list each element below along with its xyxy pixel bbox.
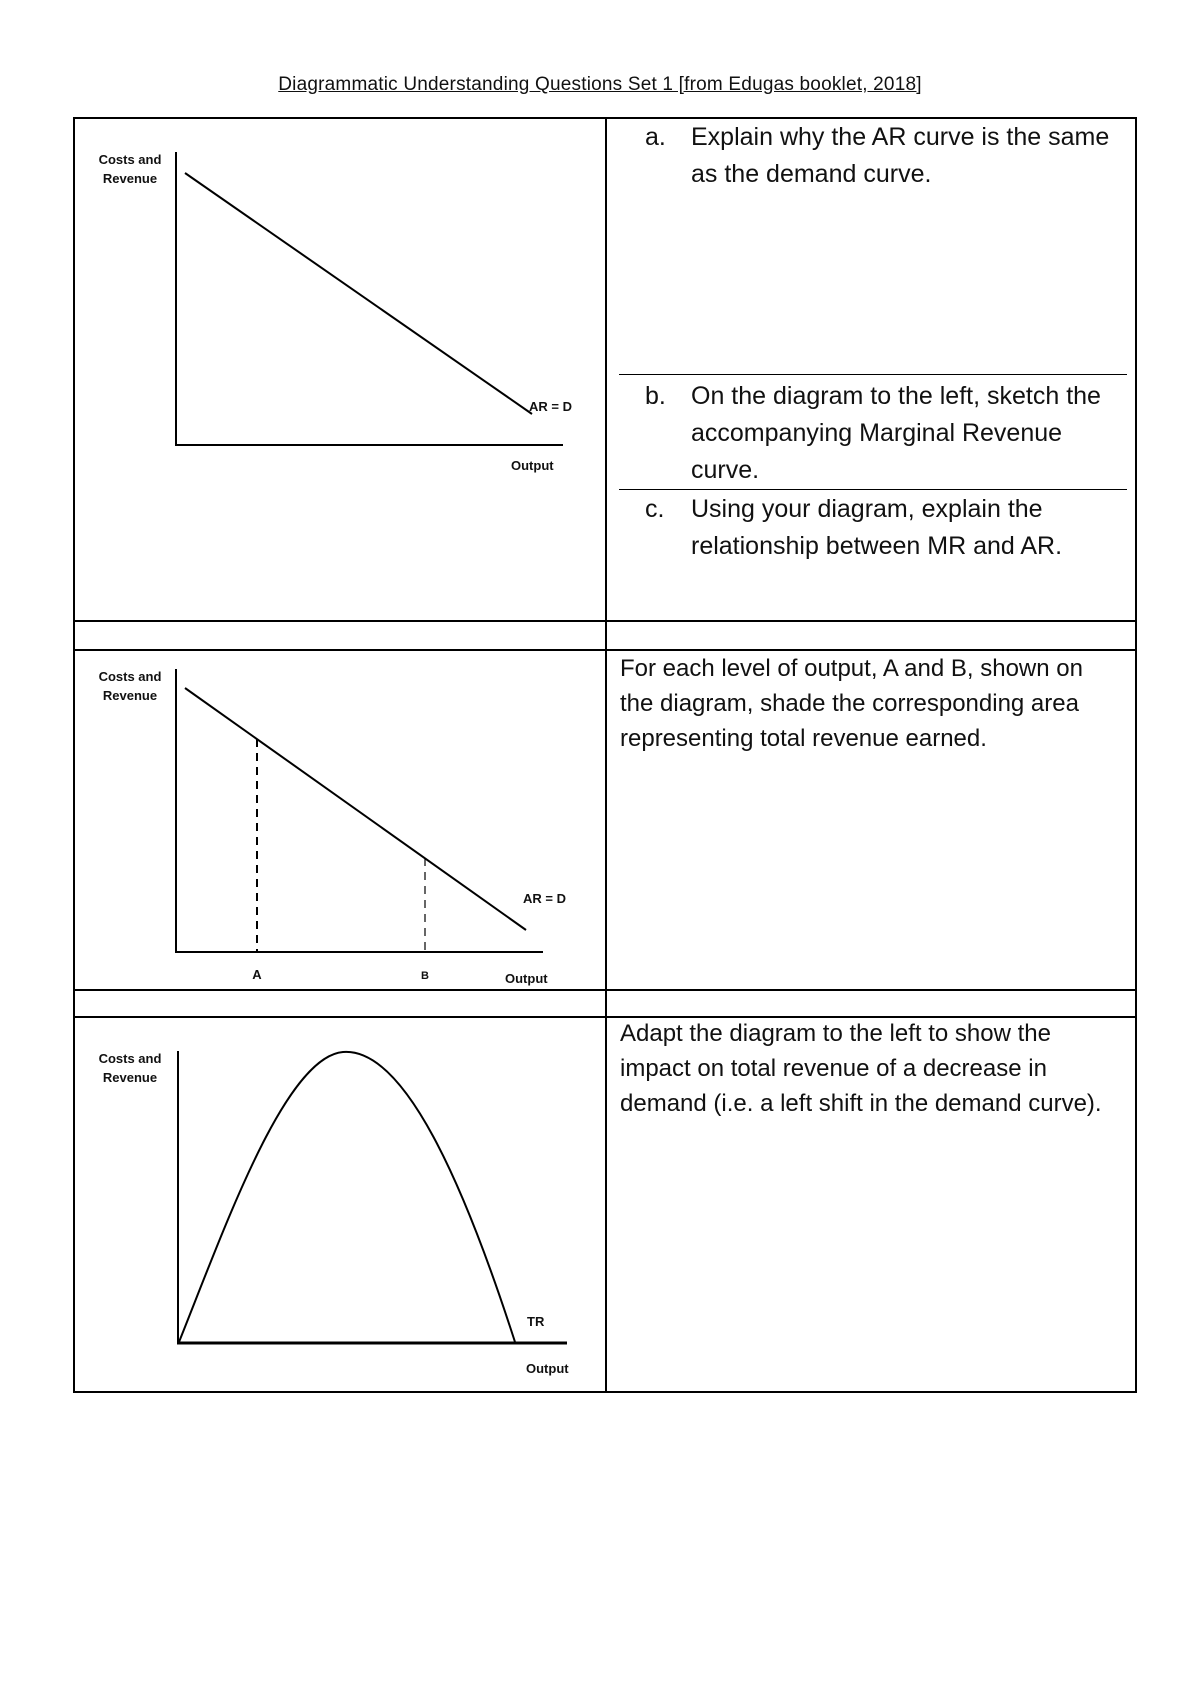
point-b-label: B	[421, 970, 429, 982]
question-2-text: For each level of output, A and B, shown on the diagram, shade the corresponding area representing total revenue earned.	[620, 655, 1083, 752]
question-separator	[619, 374, 1127, 375]
question-b	[645, 378, 1115, 489]
y-axis-label: Costs and	[98, 1051, 162, 1066]
diagram-1-cell	[75, 119, 605, 619]
question-text: Explain why the AR curve is the same as the demand curve.	[691, 123, 1110, 188]
total-revenue-curve	[179, 1052, 515, 1342]
diagram-2-cell	[75, 650, 605, 988]
questions-1-cell	[607, 119, 1137, 619]
ar-demand-curve	[185, 688, 526, 930]
ar-demand-curve	[185, 173, 532, 414]
worksheet-table	[73, 117, 1137, 1393]
diagram-3	[75, 1017, 605, 1393]
question-letter: b.	[645, 382, 666, 410]
question-a	[645, 119, 1115, 193]
question-text: On the diagram to the left, sketch the accompanying Marginal Revenue curve.	[691, 382, 1101, 484]
curve-label: AR = D	[529, 399, 572, 414]
page-title: Diagrammatic Understanding Questions Set 1 [from Edugas booklet, 2018]	[278, 74, 922, 95]
question-letter: c.	[645, 495, 665, 523]
y-axis-label: Costs and	[98, 669, 162, 684]
diagram-1	[75, 119, 605, 619]
x-axis-label: Output	[505, 971, 548, 986]
question-c	[645, 491, 1115, 565]
curve-label: AR = D	[523, 891, 566, 906]
y-axis-label: Costs and	[98, 152, 162, 167]
point-a-label: A	[252, 967, 262, 982]
curve-label: TR	[527, 1314, 545, 1329]
question-2-cell	[620, 651, 1110, 756]
diagram-3-cell	[75, 1017, 605, 1393]
y-axis-label: Revenue	[102, 171, 158, 186]
question-3-text: Adapt the diagram to the left to show the impact on total revenue of a decrease in demand (i.e. a left shift in the demand curve).	[620, 1020, 1102, 1117]
y-axis-label: Revenue	[102, 688, 158, 703]
x-axis-label: Output	[511, 458, 554, 473]
question-text: Using your diagram, explain the relationship between MR and AR.	[691, 495, 1063, 560]
diagram-2	[75, 650, 605, 988]
y-axis-label: Revenue	[102, 1070, 158, 1085]
question-separator	[619, 489, 1127, 490]
question-3-cell	[620, 1016, 1110, 1121]
x-axis-label: Output	[526, 1361, 569, 1376]
question-letter: a.	[645, 123, 666, 151]
